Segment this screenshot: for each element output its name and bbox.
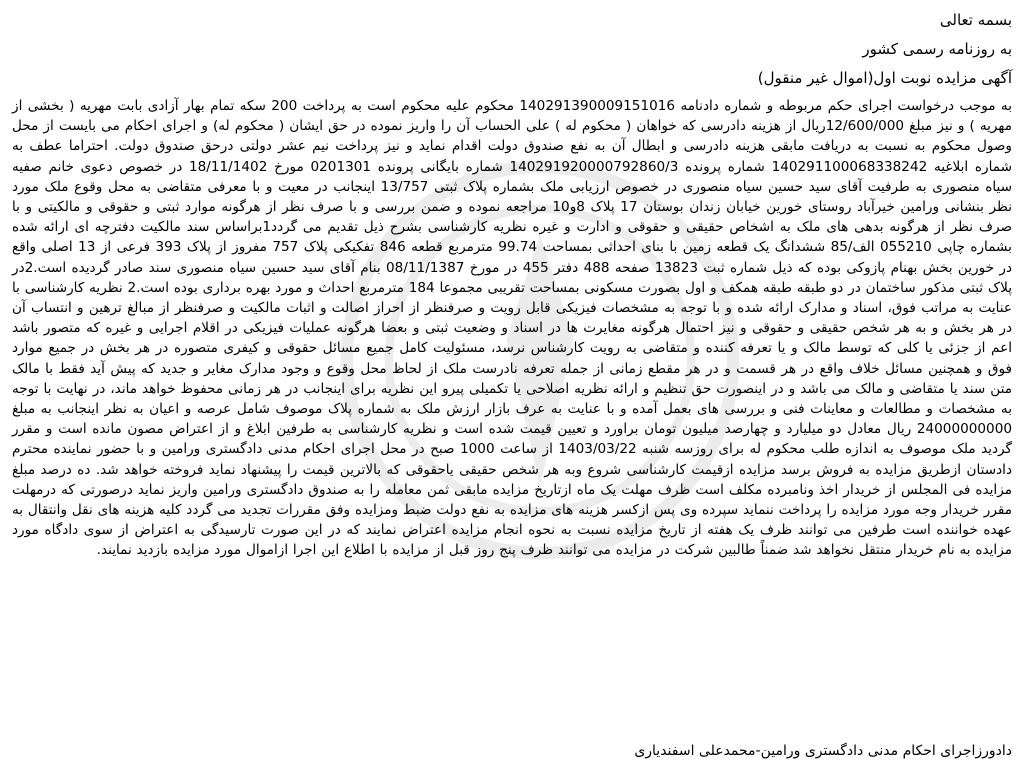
heading-newspaper: به روزنامه رسمی کشور: [862, 40, 1012, 58]
heading-notice-title: آگهی مزایده نوبت اول(اموال غیر منقول): [757, 69, 1012, 87]
notice-body: [12, 96, 1012, 561]
notice-paragraph: به موجب درخواست اجرای حکم مربوطه و شماره دادنامه 140291390009151016 محکوم علیه محکوم است به پرداخت 200 سکه تمام بهار آزادی بابت مهریه ( بخشی از مهریه ) و نیز مبلغ 12/600/000ریال از هزینه دادرسی که خواهان ( محکوم له ) علی الحساب آن را واریز نموده در حق ایشان ( محکوم له) و اجرای احکام می بایست از محل وصول محکوم به نسبت به دریافت مابقی هزینه دادرسی و ابطال آن به نفع صندوق دولت اقدام نماید و نیز پرداخت نیم عشر دولتی درحق صندوق دولت. احتراما عطف به شماره ابلاغیه 140291100068338242 شماره پرونده 140291920000792860/3 شماره بایگانی پرونده 0201301 مورخ 18/11/1402 در خصوص دعوی خانم صفیه سیاه منصوری به طرفیت آقای سید حسین سیاه منصوری در خصوص ارزیابی ملک بشماره پلاک ثبتی 13/757 اینجانب در معیت و با معرفی متقاضی به محل وقوع ملک مورد نظر بنشانی ورامین خیرآباد روستای خورین خیابان زندان بوستان 17 پلاک 8و10 مراجعه نموده و ضمن بررسی و با صرف نظر از هرگونه موارد ثبتی و حقوقی و مالکیتی و با صرف نظر از هرگونه بدهی های ملک به اشخاص حقیقی و حقوقی و ادارت و غیره نظریه کارشناسی بشرح ذیل تقدیم می گردد1براساس سند مالکیت دفترچه ای ارائه شده بشماره چاپی 055210 الف/85 ششدانگ یک قطعه زمین با بنای احداثی بمساحت 99.74 مترمربع قطعه 846 تفکیکی پلاک 757 مفروز از پلاک 393 فرعی از 13 اصلی واقع در خورین بخش بهنام پازوکی بوده که ذیل شماره ثبت 13823 صفحه 488 دفتر 455 در مورخ 08/11/1387 بنام آقای سید حسین سیاه منصوری سند صادر گردیده است.2در پلاک ثبتی مذکور ساختمان در دو طبقه طبقه همکف و اول بصورت مسکونی بمساحت تقریبی مجموعا 184 مترمربع احداث و مورد بهره برداری بوده است.2 نظریه کارشناسی با عنایت به مراتب فوق، اسناد و مدارک ارائه شده و با توجه به مشخصات فیزیکی قابل رویت و صرفنظر از احراز اصالت و اثبات مالکیت و صرفنظر از مبالغ ترهین و انتساب آن در هر بخش و به هر شخص حقیقی و حقوقی و نیز احتمال هرگونه مغایرت ها در اسناد و وضعیت ثبتی و بعضا هرگونه عملیات فیزیکی در اقلام اجرایی و غیره که متصور باشد اعم از جزئی یا کلی که توسط مالک و یا تعرفه کننده و متقاضی به رویت کارشناس نرسد، مسئولیت کامل جمیع مسائل حقوقی و کیفری متصوره در هر بخش در جمیع موارد فوق و همچنین مسائل خلاف واقع در هر قسمت و در هر مقطع زمانی از جمله تعرفه نادرست ملک از لحاظ محل وقوع و وجود مدارک مغایر و جدید که پیش آید فقط با مالک متن سند یا متقاضی و مالک می باشد و در اینصورت حق تنظیم و ارائه نظریه اصلاحی یا تکمیلی پیرو این نظریه برای اینجانب در هر زمانی محفوظ خواهد ماند، در نهایت با توجه به مشخصات و مطالعات و معاینات فنی و بررسی های بعمل آمده و با عنایت به عرف بازار ارزش ملک به شماره پلاک موصوف شامل عرصه و اعیان به نظر اینجانب به مبلغ 24000000000 ریال معادل دو میلیارد و چهارصد میلیون تومان براورد و تعیین قیمت شده است و نظریه کارشناسی به طرفین ابلاغ و از اعتراض مصون مانده است و مقرر گردید ملک موصوف به اندازه طلب محکوم له برای روزسه شنبه 1403/03/22 از ساعت 1000 صبح در محل اجرای احکام مدنی دادگستری ورامین و با حضور نماینده محترم دادستان ازطریق مزایده به فروش برسد مزایده ازقیمت کارشناسی شروع وبه هر شخص حقیقی یاحقوقی که بالاترین قیمت را پیشنهاد نماید فروخته خواهد شد. ده درصد مبلغ مزایده فی المجلس از خریدار اخذ ونامبرده مکلف است ظرف مهلت یک ماه ازتاریخ مزایده مابقی ثمن معامله را به صندوق دادگستری ورامین واریز نماید درصورتی که درمهلت مقرر خریدار وجه مورد مزایده را پرداخت ننماید سپرده وی پس ازکسر هزینه های مزایده به نفع دولت ضبط ومزایده وفق مقررات تجدید می گردد کلیه هزینه های نقل وانتقال به عهده خواننده است طرفین می توانند ظرف یک هفته از تاریخ مزایده نسبت به نحوه انجام مزایده اعتراض نمایند که در این صورت تارسیدگی به اعتراض از سوی دادگاه مورد مزایده به نام خریدار منتقل نخواهد شد ضمناً طالبین شرکت در مزایده می توانند ظرف پنج روز قبل از مزایده با اطلاع این اجرا ازاموال مورد مزایده بازدید نمایند.: [12, 98, 1013, 559]
heading-basmala: بسمه تعالی: [939, 11, 1012, 29]
signature-line: دادورزاجرای احکام مدنی دادگستری ورامین-محمدعلی اسفندیاری: [634, 743, 1012, 759]
